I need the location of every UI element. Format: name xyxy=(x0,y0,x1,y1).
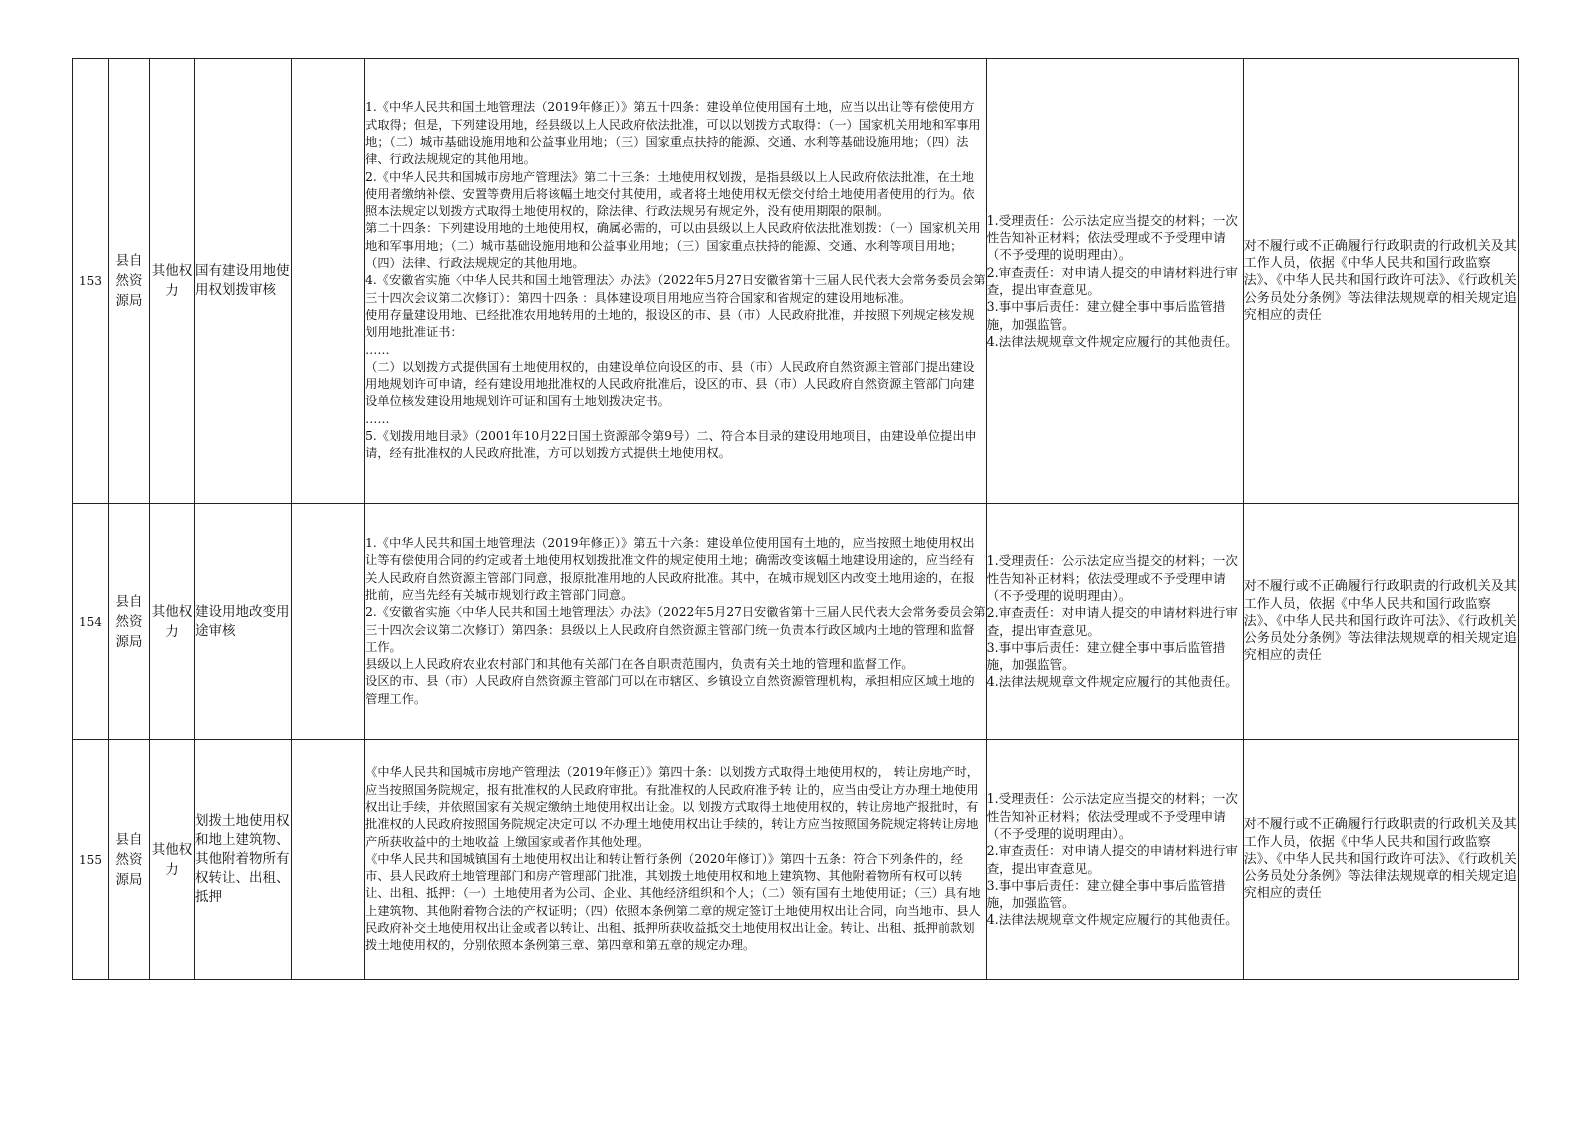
legal-basis xyxy=(365,740,986,980)
responsibility-item: 4.法律法规规章文件规定应履行的其他责任。 xyxy=(986,912,1238,928)
row-number: 154 xyxy=(73,504,109,740)
basis-paragraph: …… xyxy=(365,411,390,426)
power-name: 建设用地改变用途审核 xyxy=(195,504,292,740)
basis-paragraph: 2.《安徽省实施〈中华人民共和国土地管理法〉办法》（2022年5月27日安徽省第十三届人民代表大会常务委员会第三十四次会议第二次修订）第四条：县级以上人民政府自然资源主管部门统一负责本行政区域内土地的管理和监督工作。 xyxy=(365,605,986,654)
table-row xyxy=(73,504,1519,740)
empty-cell xyxy=(292,59,365,504)
responsibility-item: 2.审查责任：对申请人提交的申请材料进行审查，提出审查意见。 xyxy=(986,264,1238,297)
power-type: 其他权力 xyxy=(150,59,195,504)
power-type: 其他权力 xyxy=(150,740,195,980)
basis-paragraph: 使用存量建设用地、已经批准农用地转用的土地的，报设区的市、县（市）人民政府批准，并按照下列规定核发规划用地批准证书： xyxy=(365,307,975,340)
basis-paragraph: 2.《中华人民共和国城市房地产管理法》第二十三条：土地使用权划拨，是指县级以上人民政府依法批准，在土地使用者缴纳补偿、安置等费用后将该幅土地交付其使用，或者将土地使用权无偿交付给土地使用者使用的行为。依照本法规定以划拨方式取得土地使用权的，除法律、行政法规另有规定外，没有使用期限的限制。 xyxy=(365,169,975,219)
responsibility-item: 3.事中事后责任：建立健全事中事后监管措施，加强监管。 xyxy=(986,639,1226,673)
power-list-table xyxy=(72,58,1519,980)
responsibility-item: 2.审查责任：对申请人提交的申请材料进行审查，提出审查意见。 xyxy=(986,605,1238,638)
power-name: 国有建设用地使用权划拨审核 xyxy=(195,59,292,504)
accountability: 对不履行或不正确履行行政职责的行政机关及其工作人员，依据《中华人民共和国行政监察法》、《中华人民共和国行政许可法》、《行政机关公务员处分条例》等法律法规规章的相关规定追究相应的责任 xyxy=(1243,504,1518,740)
accountability: 对不履行或不正确履行行政职责的行政机关及其工作人员，依据《中华人民共和国行政监察法》、《中华人民共和国行政许可法》、《行政机关公务员处分条例》等法律法规规章的相关规定追究相应的责任 xyxy=(1243,740,1518,980)
basis-paragraph: 第二十四条：下列建设用地的土地使用权，确属必需的，可以由县级以上人民政府依法批准划拨：（一）国家机关用地和军事用地；（二）城市基础设施用地和公益事业用地；（三）国家重点扶持的能源、交通、水利等项目用地；（四）法律、行政法规规定的其他用地。 xyxy=(365,221,981,271)
empty-cell xyxy=(292,504,365,740)
basis-paragraph: 《中华人民共和国城镇国有土地使用权出让和转让暂行条例（2020年修订）》第四十五条：符合下列条件的，经市、县人民政府土地管理部门和房产管理部门批准，其划拨土地使用权和地上建筑物、其他附着物所有权可以转让、出租、抵押：（一）土地使用者为公司、企业、其他经济组织和个人；（二）领有国有土地使用证；（三）具有地上建筑物、其他附着物合法的产权证明；（四）依照本条例第二章的规定签订土地使用权出让合同，向当地市、县人民政府补交土地使用权出让金或者以转让、出租、抵押所获收益抵交土地使用权出让金。转让、出租、抵押前款划拨土地使用权的，分别依照本条例第三章、第四章和第五章的规定办理。 xyxy=(365,851,981,953)
department: 县自然资源局 xyxy=(109,504,150,740)
basis-paragraph: 4.《安徽省实施〈中华人民共和国土地管理法〉办法》（2022年5月27日安徽省第十三届人民代表大会常务委员会第三十四次会议第二次修订）：第四十四条 ：具体建设项目用地应当符合国家和省规定的建设用地标准。 xyxy=(365,273,986,305)
basis-paragraph: 1.《中华人民共和国土地管理法（2019年修正）》第五十四条：建设单位使用国有土地，应当以出让等有偿使用方式取得；但是，下列建设用地，经县级以上人民政府依法批准，可以以划拨方式取得：（一）国家机关用地和军事用地；（二）城市基础设施用地和公益事业用地；（三）国家重点扶持的能源、交通、水利等基础设施用地；（四）法律、行政法规规定的其他用地。 xyxy=(365,100,981,167)
basis-paragraph: 5.《划拨用地目录》（2001年10月22日国土资源部令第9号）二、符合本目录的建设用地项目，由建设单位提出申请，经有批准权的人民政府批准，方可以划拨方式提供土地使用权。 xyxy=(365,429,977,461)
basis-paragraph: 1.《中华人民共和国土地管理法（2019年修正）》第五十六条：建设单位使用国有土地的，应当按照土地使用权出让等有偿使用合同的约定或者土地使用权划拨批准文件的规定使用土地；确需改变该幅土地建设用途的，应当经有关人民政府自然资源主管部门同意，报原批准用地的人民政府批准。其中，在城市规划区内改变土地用途的，在报批前，应当先经有关城市规划行政主管部门同意。 xyxy=(365,536,975,602)
responsibility xyxy=(986,504,1243,740)
responsibility-item: 3.事中事后责任：建立健全事中事后监管措施，加强监管。 xyxy=(986,299,1226,332)
basis-paragraph: …… xyxy=(365,342,390,357)
row-number: 155 xyxy=(73,740,109,980)
row-number: 153 xyxy=(73,59,109,504)
responsibility xyxy=(986,740,1243,980)
basis-paragraph: （二）以划拨方式提供国有土地使用权的，由建设单位向设区的市、县（市）人民政府自然资源主管部门提出建设用地规划许可申请，经有建设用地批准权的人民政府批准后，设区的市、县（市）人民政府自然资源主管部门向建设单位核发建设用地规划许可证和国有土地划拨决定书。 xyxy=(365,359,975,409)
responsibility-item: 3.事中事后责任：建立健全事中事后监管措施，加强监管。 xyxy=(986,877,1226,911)
table-row xyxy=(73,740,1519,980)
basis-paragraph: 《中华人民共和国城市房地产管理法（2019年修正）》第四十条：以划拨方式取得土地使用权的， 转让房地产时，应当按照国务院规定，报有批准权的人民政府审批。有批准权的人民政府准予转 让的，应当由受让方办理土地使用权出让手续，并依照国家有关规定缴纳土地使用权出让金。以 划拨方式取得土地使用权的，转让房地产报批时，有批准权的人民政府按照国务院规定决定可以 不办理土地使用权出让手续的，转让方应当按照国务院规定将转让房地产所获收益中的土地收益 上缴国家或者作其他处理。 xyxy=(365,765,979,849)
legal-basis xyxy=(365,504,986,740)
table-row xyxy=(73,59,1519,504)
accountability: 对不履行或不正确履行行政职责的行政机关及其工作人员，依据《中华人民共和国行政监察法》、《中华人民共和国行政许可法》、《行政机关公务员处分条例》等法律法规规章的相关规定追究相应的责任 xyxy=(1243,59,1518,504)
basis-paragraph: 县级以上人民政府农业农村部门和其他有关部门在各自职责范围内，负责有关土地的管理和监督工作。 xyxy=(365,657,914,672)
responsibility-item: 4.法律法规规章文件规定应履行的其他责任。 xyxy=(986,674,1238,690)
legal-basis xyxy=(365,59,986,504)
responsibility-item: 1.受理责任：公示法定应当提交的材料；一次性告知补正材料；依法受理或不予受理申请（不予受理的说明理由）。 xyxy=(986,553,1238,603)
responsibility-item: 1.受理责任：公示法定应当提交的材料；一次性告知补正材料；依法受理或不予受理申请（不予受理的说明理由）。 xyxy=(986,212,1238,263)
responsibility-item: 2.审查责任：对申请人提交的申请材料进行审查，提出审查意见。 xyxy=(986,843,1238,876)
responsibility-item: 1.受理责任：公示法定应当提交的材料；一次性告知补正材料；依法受理或不予受理申请（不予受理的说明理由）。 xyxy=(986,791,1238,841)
responsibility-item: 4.法律法规规章文件规定应履行的其他责任。 xyxy=(986,333,1238,349)
power-name: 划拨土地使用权和地上建筑物、其他附着物所有权转让、出租、抵押 xyxy=(195,740,292,980)
department: 县自然资源局 xyxy=(109,59,150,504)
responsibility xyxy=(986,59,1243,504)
department: 县自然资源局 xyxy=(109,740,150,980)
basis-paragraph: 设区的市、县（市）人民政府自然资源主管部门可以在市辖区、乡镇设立自然资源管理机构，承担相应区域土地的管理工作。 xyxy=(365,674,975,706)
power-type: 其他权力 xyxy=(150,504,195,740)
empty-cell xyxy=(292,740,365,980)
